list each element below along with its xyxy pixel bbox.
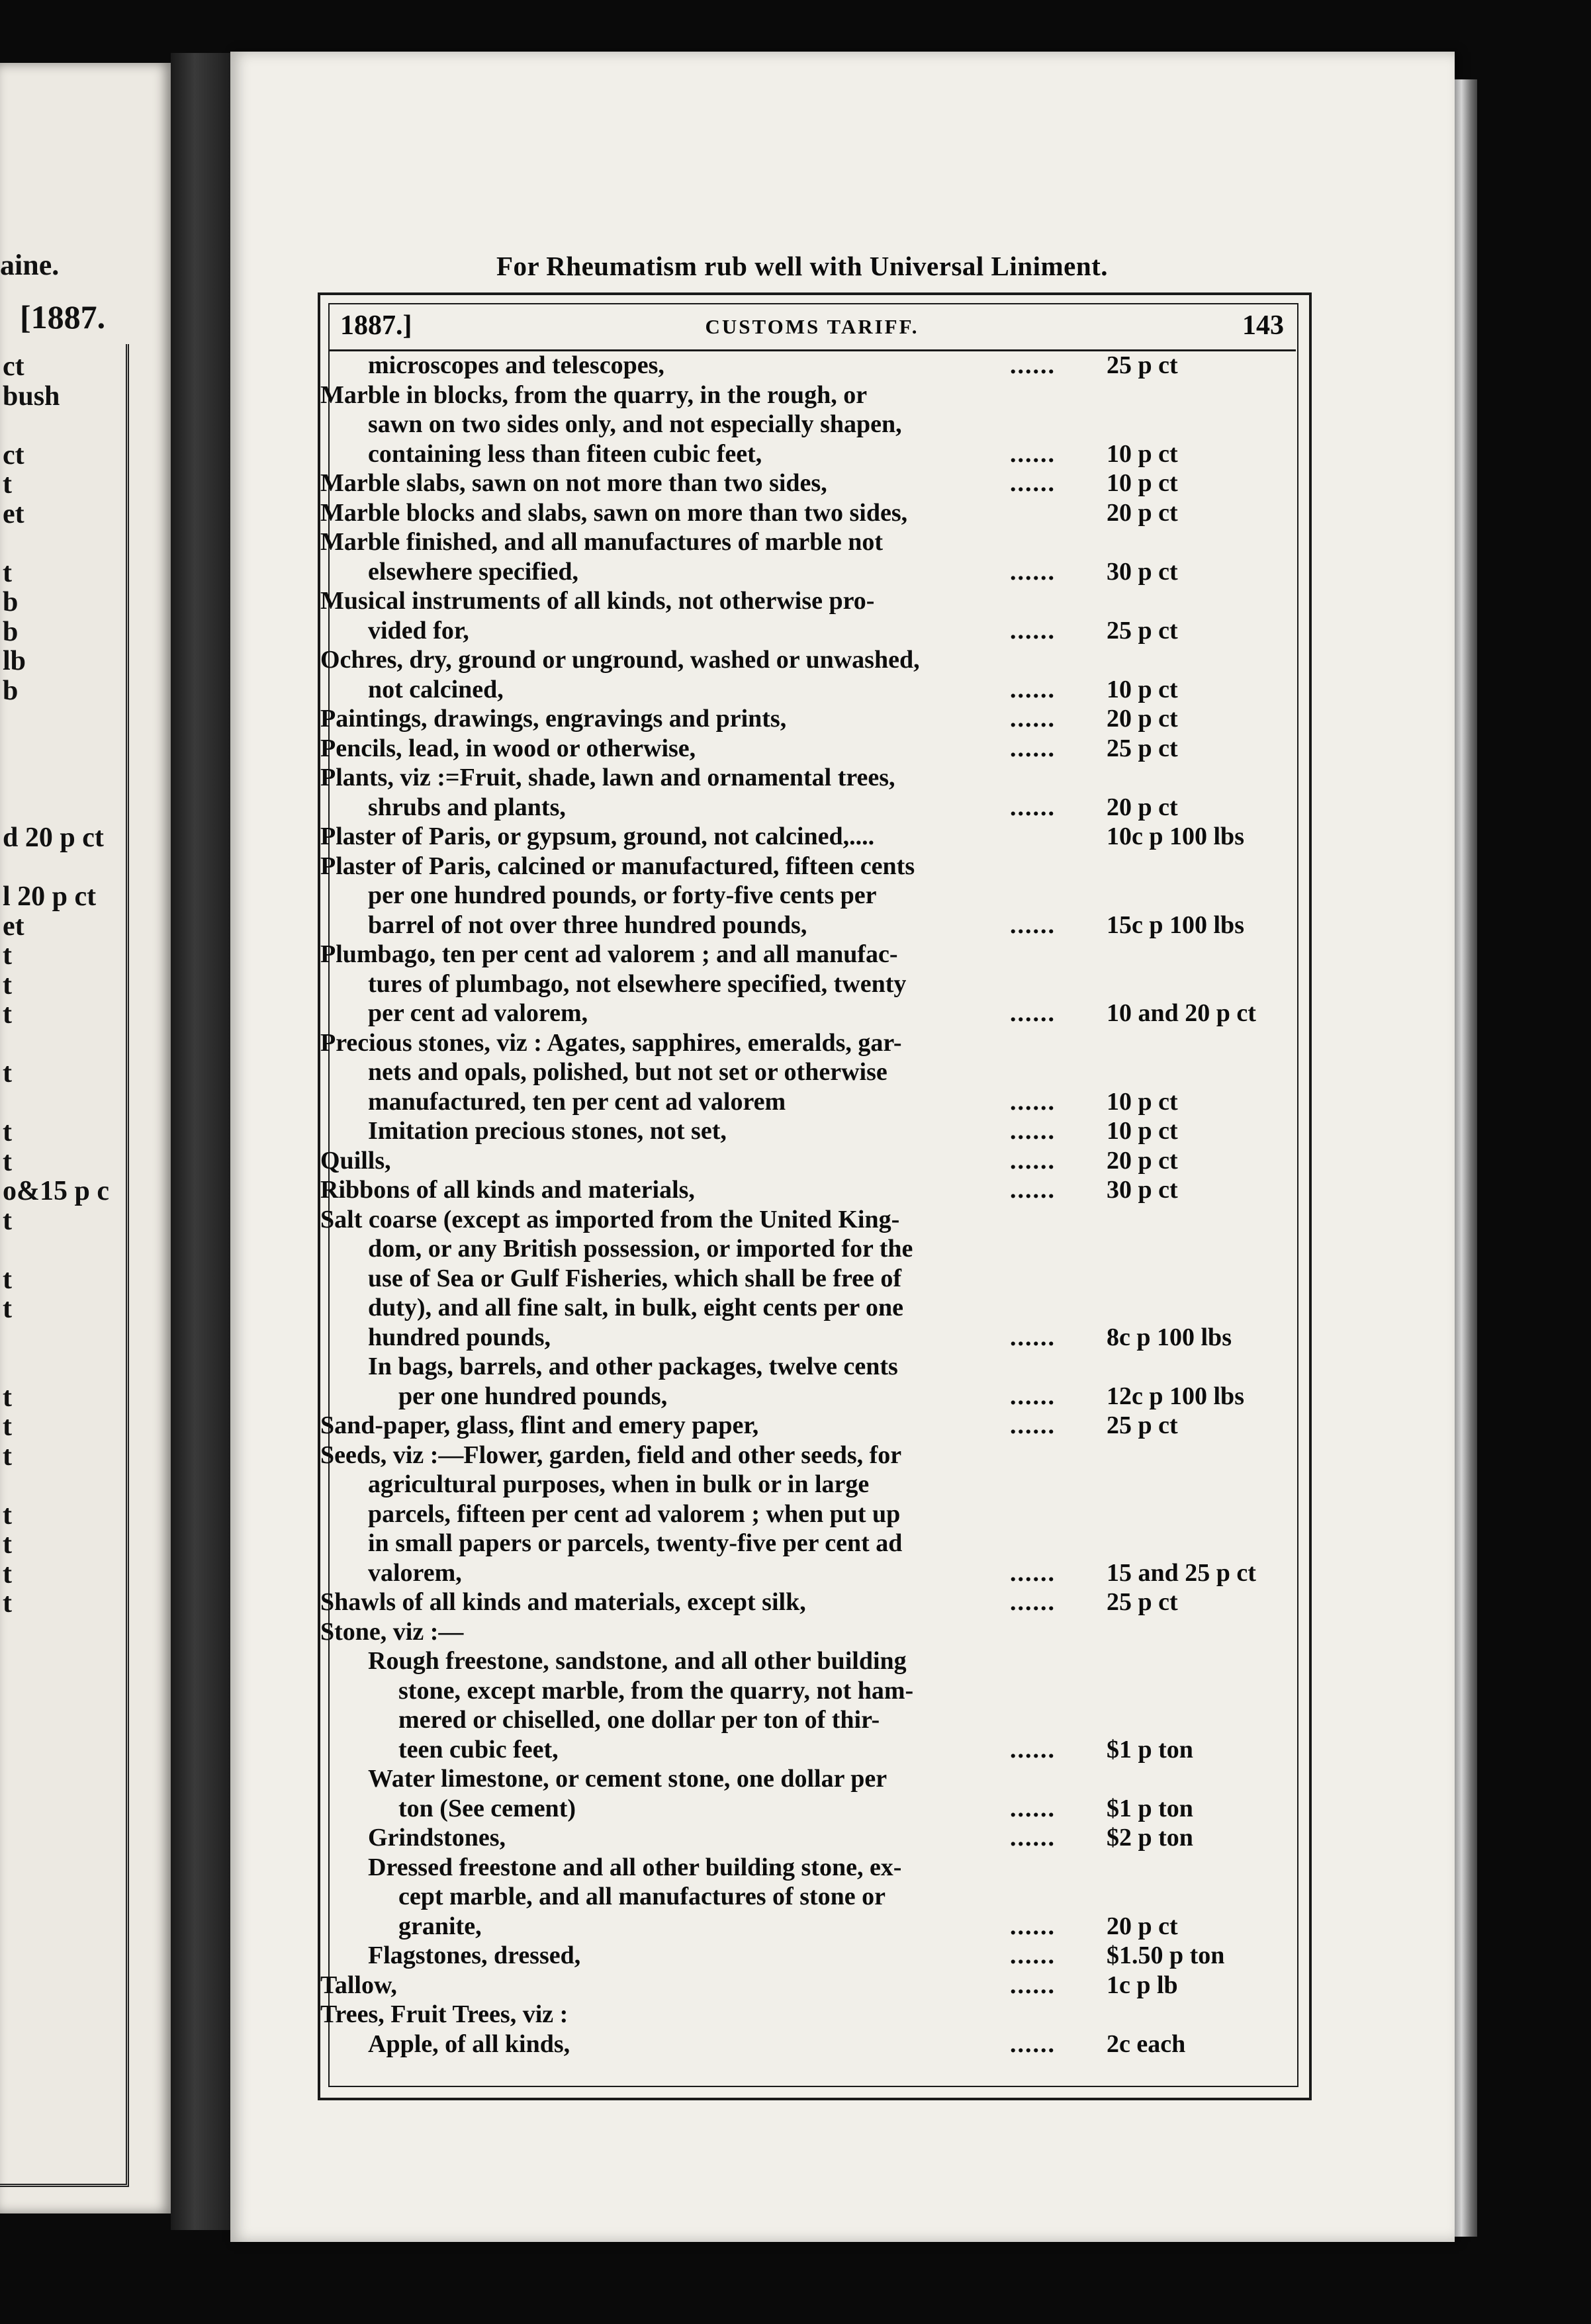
leader-dots: ...... — [1010, 1942, 1056, 1969]
tariff-rate: 25 p ct — [1107, 734, 1178, 762]
left-page-fragment: ct — [3, 439, 24, 470]
tariff-row — [320, 527, 1313, 557]
leader-dots: ...... — [1010, 557, 1056, 586]
page-header — [328, 303, 1296, 351]
advertisement-banner: For Rheumatism rub well with Universal Liniment. — [496, 251, 1109, 281]
leader-dots: ...... — [1010, 1735, 1056, 1764]
tariff-row — [320, 1676, 1313, 1706]
tariff-row — [320, 1912, 1313, 1942]
left-page-fragment: b — [3, 616, 19, 647]
tariff-row — [320, 1499, 1313, 1529]
tariff-row — [320, 380, 1313, 410]
tariff-row — [320, 852, 1313, 881]
tariff-row — [320, 940, 1313, 969]
page-edge — [1455, 79, 1477, 2237]
tariff-rate: 20 p ct — [1107, 705, 1178, 733]
tariff-item-text: ton (See cement) — [398, 1794, 576, 1822]
tariff-row — [320, 1470, 1313, 1499]
tariff-item-text: Marble in blocks, from the quarry, in the rough, or — [320, 380, 868, 409]
tariff-row — [320, 1293, 1313, 1323]
tariff-item-text: Imitation precious stones, not set, — [368, 1117, 727, 1145]
tariff-row — [320, 616, 1313, 646]
tariff-item-text: duty), and all fine salt, in bulk, eight cents per one — [368, 1294, 904, 1321]
tariff-row — [320, 1794, 1313, 1824]
left-page-fragment: d 20 p ct — [3, 823, 104, 853]
leader-dots: ...... — [1010, 1558, 1056, 1587]
tariff-rate: 12c p 100 lbs — [1107, 1382, 1244, 1410]
leader-dots: ...... — [1010, 1117, 1056, 1145]
tariff-item-text: Trees, Fruit Trees, viz : — [320, 2000, 568, 2028]
tariff-row — [320, 1175, 1313, 1205]
tariff-row — [320, 469, 1313, 498]
left-page-fragment: t — [3, 1294, 12, 1324]
tariff-item-text: containing less than fiteen cubic feet, — [368, 439, 762, 468]
tariff-item-text: dom, or any British possession, or imported for the — [368, 1235, 913, 1263]
tariff-row — [320, 734, 1313, 764]
tariff-row — [320, 881, 1313, 911]
tariff-rate: 25 p ct — [1107, 1411, 1178, 1439]
tariff-item-text: Precious stones, viz : Agates, sapphires, emeralds, gar- — [320, 1028, 902, 1057]
tariff-item-text: granite, — [398, 1912, 482, 1940]
tariff-row — [320, 911, 1313, 940]
tariff-rate: 8c p 100 lbs — [1107, 1323, 1232, 1351]
tariff-item-text: Tallow, — [320, 1971, 397, 1999]
tariff-rate: 25 p ct — [1107, 616, 1178, 645]
tariff-row — [320, 1558, 1313, 1588]
tariff-row — [320, 1264, 1313, 1294]
tariff-row — [320, 410, 1313, 439]
tariff-item-text: shrubs and plants, — [368, 793, 566, 821]
left-page-fragment: t — [3, 999, 12, 1030]
left-page-fragment: t — [3, 1146, 12, 1177]
tariff-item-text: Pencils, lead, in wood or otherwise, — [320, 734, 696, 762]
tariff-item-text: teen cubic feet, — [398, 1735, 559, 1764]
leader-dots: ...... — [1010, 1824, 1056, 1852]
tariff-item-text: Grindstones, — [368, 1824, 506, 1852]
tariff-row — [320, 1352, 1313, 1382]
tariff-row — [320, 763, 1313, 793]
tariff-item-text: mered or chiselled, one dollar per ton of thir- — [398, 1706, 880, 1734]
leader-dots: ...... — [1010, 734, 1056, 762]
left-page-fragment: t — [3, 557, 12, 588]
tariff-row — [320, 498, 1313, 528]
tariff-item-text: Dressed freestone and all other building stone, ex- — [368, 1853, 902, 1881]
tariff-item-text: use of Sea or Gulf Fisheries, which shall be free of — [368, 1264, 902, 1292]
tariff-row — [320, 822, 1313, 852]
leader-dots: ...... — [1010, 616, 1056, 645]
tariff-item-text: Ochres, dry, ground or unground, washed or unwashed, — [320, 646, 920, 674]
left-page — [0, 63, 171, 2213]
tariff-row — [320, 704, 1313, 734]
tariff-item-text: Plumbago, ten per cent ad valorem ; and all manufac- — [320, 940, 898, 968]
left-page-fragment: t — [3, 1264, 12, 1295]
tariff-item-text: Plants, viz :=Fruit, shade, lawn and ornamental trees, — [320, 764, 895, 791]
tariff-rate: 1c p lb — [1107, 1971, 1178, 1999]
tariff-rate: 10 p ct — [1107, 1117, 1178, 1145]
tariff-item-text: elsewhere specified, — [368, 557, 578, 586]
left-page-fragment: t — [3, 1588, 12, 1619]
tariff-row — [320, 1057, 1313, 1087]
tariff-item-text: agricultural purposes, when in bulk or in large — [368, 1470, 870, 1498]
tariff-row — [320, 1323, 1313, 1353]
tariff-item-text: Ribbons of all kinds and materials, — [320, 1176, 695, 1204]
tariff-item-text: Seeds, viz :—Flower, garden, field and other seeds, for — [320, 1441, 902, 1469]
left-page-fragment: t — [3, 1382, 12, 1413]
tariff-item-text: hundred pounds, — [368, 1323, 551, 1351]
tariff-row — [320, 351, 1313, 380]
tariff-row — [320, 1441, 1313, 1470]
tariff-item-text: Shawls of all kinds and materials, except silk, — [320, 1588, 806, 1616]
tariff-rate: 15c p 100 lbs — [1107, 911, 1244, 939]
left-page-fragment: t — [3, 1558, 12, 1589]
tariff-item-text: Marble slabs, sawn on not more than two sides, — [320, 469, 827, 497]
tariff-row — [320, 586, 1313, 616]
tariff-row — [320, 1941, 1313, 1971]
leader-dots: ...... — [1010, 1794, 1056, 1822]
tariff-row — [320, 1087, 1313, 1117]
tariff-item-text: microscopes and telescopes, — [368, 351, 664, 379]
tariff-row — [320, 1146, 1313, 1176]
leader-dots: ...... — [1010, 1176, 1056, 1204]
tariff-row — [320, 969, 1313, 999]
leader-dots: ...... — [1010, 1411, 1056, 1439]
tariff-row — [320, 1587, 1313, 1617]
tariff-row — [320, 1764, 1313, 1794]
leader-dots: ...... — [1010, 1971, 1056, 1999]
tariff-rate: 30 p ct — [1107, 557, 1178, 586]
tariff-row — [320, 1882, 1313, 1912]
tariff-item-text: Rough freestone, sandstone, and all other building — [368, 1647, 907, 1675]
tariff-item-text: tures of plumbago, not elsewhere specified, twenty — [368, 969, 907, 998]
left-page-fragment: et — [3, 911, 24, 942]
tariff-item-text: stone, except marble, from the quarry, not ham- — [398, 1676, 914, 1705]
tariff-item-text: cept marble, and all manufactures of stone or — [398, 1883, 886, 1910]
left-page-fragment: et — [3, 498, 24, 529]
tariff-rate: 30 p ct — [1107, 1176, 1178, 1204]
tariff-rate: $1.50 p ton — [1107, 1942, 1225, 1969]
tariff-item-text: Salt coarse (except as imported from the United King- — [320, 1205, 900, 1233]
tariff-item-text: Marble finished, and all manufactures of marble not — [320, 528, 884, 556]
leader-dots: ...... — [1010, 1588, 1056, 1616]
header-year: 1887.] — [340, 310, 412, 341]
leader-dots: ...... — [1010, 1912, 1056, 1940]
tariff-row — [320, 557, 1313, 587]
tariff-rate: $1 p ton — [1107, 1735, 1193, 1764]
tariff-row — [320, 1971, 1313, 2000]
tariff-rate: 20 p ct — [1107, 1912, 1178, 1940]
tariff-row — [320, 2000, 1313, 2030]
leader-dots: ...... — [1010, 1087, 1056, 1116]
tariff-item-text: Musical instruments of all kinds, not otherwise pro- — [320, 587, 875, 615]
tariff-rate: 20 p ct — [1107, 1146, 1178, 1175]
tariff-item-text: per cent ad valorem, — [368, 999, 588, 1027]
tariff-item-text: Flagstones, dressed, — [368, 1942, 581, 1969]
tariff-row — [320, 675, 1313, 705]
left-page-fragment: ct — [3, 351, 24, 382]
leader-dots: ...... — [1010, 1382, 1056, 1410]
tariff-row — [320, 645, 1313, 675]
book-gutter — [171, 53, 230, 2230]
left-page-fragment: t — [3, 940, 12, 971]
left-page-fragment: t — [3, 1411, 12, 1442]
left-page-fragment: t — [3, 1529, 12, 1560]
tariff-item-text: per one hundred pounds, or forty-five cents per — [368, 881, 877, 909]
left-page-fragment: o&15 p c — [3, 1176, 109, 1206]
tariff-rate: 15 and 25 p ct — [1107, 1558, 1256, 1587]
leader-dots: ...... — [1010, 1323, 1056, 1351]
tariff-row — [320, 1205, 1313, 1235]
tariff-rate: 10 p ct — [1107, 469, 1178, 497]
tariff-row — [320, 1646, 1313, 1676]
tariff-item-text: Marble blocks and slabs, sawn on more than two sides, — [320, 498, 908, 527]
left-page-year: [1887. — [20, 298, 106, 335]
tariff-item-text: valorem, — [368, 1558, 462, 1587]
tariff-rate: 25 p ct — [1107, 351, 1178, 379]
tariff-item-text: Stone, viz :— — [320, 1617, 464, 1646]
tariff-row — [320, 1529, 1313, 1558]
left-page-fragment: t — [3, 1441, 12, 1472]
tariff-rate: 10 p ct — [1107, 1087, 1178, 1116]
leader-dots: ...... — [1010, 911, 1056, 939]
tariff-row — [320, 793, 1313, 823]
tariff-item-text: In bags, barrels, and other packages, twelve cents — [368, 1353, 898, 1380]
left-page-fragment: b — [3, 587, 19, 617]
tariff-row — [320, 1735, 1313, 1765]
tariff-row — [320, 2030, 1313, 2059]
tariff-row — [320, 1234, 1313, 1264]
tariff-item-text: vided for, — [368, 616, 469, 645]
tariff-row — [320, 1823, 1313, 1853]
tariff-row — [320, 1116, 1313, 1146]
header-title: CUSTOMS TARIFF. — [705, 315, 919, 338]
tariff-item-text: in small papers or parcels, twenty-five per cent ad — [368, 1529, 903, 1557]
tariff-rate: 2c each — [1107, 2030, 1186, 2058]
leader-dots: ...... — [1010, 1146, 1056, 1175]
leader-dots: ...... — [1010, 675, 1056, 703]
tariff-rate: 10 and 20 p ct — [1107, 999, 1256, 1027]
tariff-table — [320, 351, 1313, 2084]
tariff-item-text: parcels, fifteen per cent ad valorem ; when put up — [368, 1499, 901, 1528]
left-page-fragment: t — [3, 1499, 12, 1531]
leader-dots: ...... — [1010, 351, 1056, 379]
page-number: 143 — [1242, 310, 1284, 341]
tariff-item-text: Apple, of all kinds, — [368, 2030, 570, 2058]
tariff-row — [320, 1411, 1313, 1441]
tariff-rate: 20 p ct — [1107, 498, 1178, 527]
tariff-row — [320, 1617, 1313, 1647]
leader-dots: ...... — [1010, 469, 1056, 497]
tariff-rate: 25 p ct — [1107, 1588, 1178, 1616]
tariff-item-text: Plaster of Paris, or gypsum, ground, not calcined,.... — [320, 823, 875, 850]
tariff-rate: 20 p ct — [1107, 793, 1178, 821]
left-page-fragment: b — [3, 675, 19, 706]
left-page-header-fragment: aine. — [0, 249, 60, 281]
left-page-fragment: l 20 p ct — [3, 881, 97, 912]
tariff-row — [320, 1028, 1313, 1058]
leader-dots: ...... — [1010, 439, 1056, 468]
left-page-fragment: t — [3, 469, 12, 500]
leader-dots: ...... — [1010, 705, 1056, 733]
tariff-rate: $2 p ton — [1107, 1824, 1193, 1852]
tariff-rate: 10c p 100 lbs — [1107, 823, 1244, 850]
tariff-item-text: nets and opals, polished, but not set or otherwise — [368, 1058, 887, 1086]
left-page-frame — [0, 344, 129, 2187]
tariff-rate: $1 p ton — [1107, 1794, 1193, 1822]
left-page-fragment: bush — [3, 380, 60, 412]
tariff-item-text: manufactured, ten per cent ad valorem — [368, 1087, 786, 1116]
tariff-item-text: per one hundred pounds, — [398, 1382, 668, 1410]
tariff-item-text: not calcined, — [368, 675, 504, 703]
tariff-row — [320, 999, 1313, 1028]
tariff-row — [320, 1382, 1313, 1411]
tariff-item-text: Plaster of Paris, calcined or manufactured, fifteen cents — [320, 852, 915, 880]
left-page-fragment: t — [3, 969, 12, 1001]
left-page-fragment: lb — [3, 646, 26, 676]
leader-dots: ...... — [1010, 793, 1056, 821]
left-page-fragment: t — [3, 1117, 12, 1147]
tariff-item-text: sawn on two sides only, and not especially shapen, — [368, 410, 902, 438]
tariff-item-text: barrel of not over three hundred pounds, — [368, 911, 807, 939]
tariff-item-text: Quills, — [320, 1146, 391, 1175]
tariff-item-text: Water limestone, or cement stone, one dollar per — [368, 1765, 887, 1793]
tariff-item-text: Sand-paper, glass, flint and emery paper, — [320, 1411, 759, 1439]
tariff-item-text: Paintings, drawings, engravings and prints, — [320, 705, 787, 733]
left-page-fragment: t — [3, 1058, 12, 1089]
leader-dots: ...... — [1010, 2030, 1056, 2058]
left-page-fragment: t — [3, 1205, 12, 1236]
tariff-rate: 10 p ct — [1107, 675, 1178, 703]
tariff-row — [320, 439, 1313, 469]
tariff-rate: 10 p ct — [1107, 439, 1178, 468]
tariff-row — [320, 1705, 1313, 1735]
leader-dots: ...... — [1010, 999, 1056, 1027]
tariff-row — [320, 1853, 1313, 1883]
